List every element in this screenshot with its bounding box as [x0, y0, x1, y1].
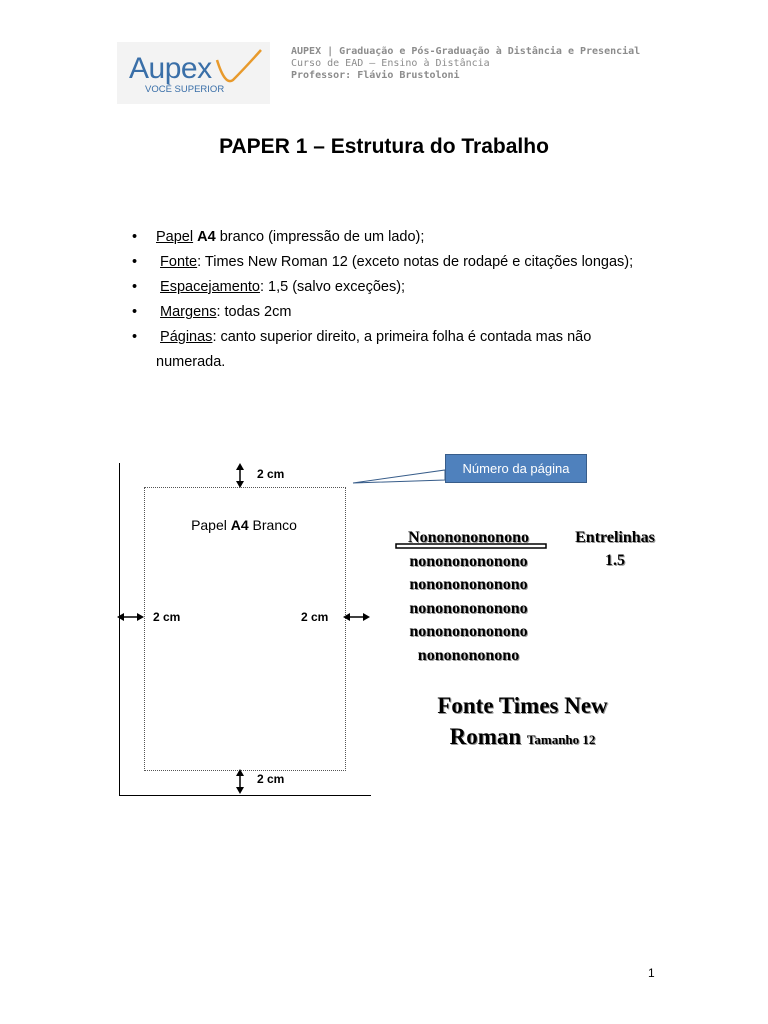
item-text: : 1,5 (salvo exceções);: [259, 279, 406, 295]
paper-label: Papel A4 Branco: [191, 517, 297, 533]
font-note: [400, 690, 645, 755]
page-number: 1: [648, 966, 655, 980]
item-bold: A4: [197, 229, 216, 245]
item-text: : todas 2cm: [216, 304, 292, 320]
entrelinhas-value: 1.5: [605, 552, 625, 569]
sample-line: nonononononono: [409, 599, 528, 617]
font-note-line1: Fonte Times New: [437, 693, 608, 718]
margin-top-label: 2 cm: [257, 467, 285, 481]
entrelinhas-label: Entrelinhas: [575, 529, 655, 546]
font-size-label: Tamanho 12: [526, 732, 596, 747]
item-label: Páginas: [160, 329, 213, 345]
item-text: : canto superior direito, a primeira folha é contada mas não numerada.: [156, 329, 592, 370]
bullet-dot: •: [132, 329, 138, 345]
paper-label-bold: A4: [230, 517, 249, 533]
item-label: Margens: [160, 304, 217, 320]
font-note-line2: Roman: [449, 724, 522, 749]
header-line-institution: AUPEX | Graduação e Pós-Graduação à Distância e Presencial: [291, 46, 641, 57]
item-text: : Times New Roman 12 (exceto notas de rodapé e citações longas);: [197, 254, 634, 270]
header-line-course: Curso de EAD – Ensino à Distância: [291, 58, 490, 69]
bullet-dot: •: [132, 279, 138, 295]
header-line-professor: Professor: Flávio Brustoloni: [291, 70, 460, 81]
margin-bottom-label: 2 cm: [257, 772, 285, 786]
sample-line: nonononononono: [409, 552, 528, 570]
sample-line: nonononononono: [409, 623, 528, 640]
bullet-dot: •: [132, 254, 138, 270]
callout-pointer: [353, 470, 445, 483]
item-label: Fonte: [160, 254, 198, 270]
item-label: Espacejamento: [160, 279, 260, 295]
entrelinhas-note: [560, 526, 670, 572]
margin-left-label: 2 cm: [153, 610, 181, 624]
sample-line: Nonononononono: [408, 529, 529, 546]
sample-line: nononononono: [417, 646, 520, 664]
bullet-dot: •: [132, 304, 138, 320]
logo-tagline: VOCÊ SUPERIOR: [145, 84, 225, 95]
page-title: PAPER 1 – Estrutura do Trabalho: [219, 135, 549, 158]
sample-line: nonononononono: [409, 576, 528, 593]
sample-text-block: [386, 526, 551, 667]
bullet-dot: •: [132, 229, 138, 245]
logo-text: Aupex: [129, 52, 212, 85]
page-number-callout: Número da página: [445, 454, 587, 483]
margin-right-label: 2 cm: [301, 610, 329, 624]
item-label: Papel: [156, 229, 194, 245]
item-text: branco (impressão de um lado);: [215, 229, 425, 245]
